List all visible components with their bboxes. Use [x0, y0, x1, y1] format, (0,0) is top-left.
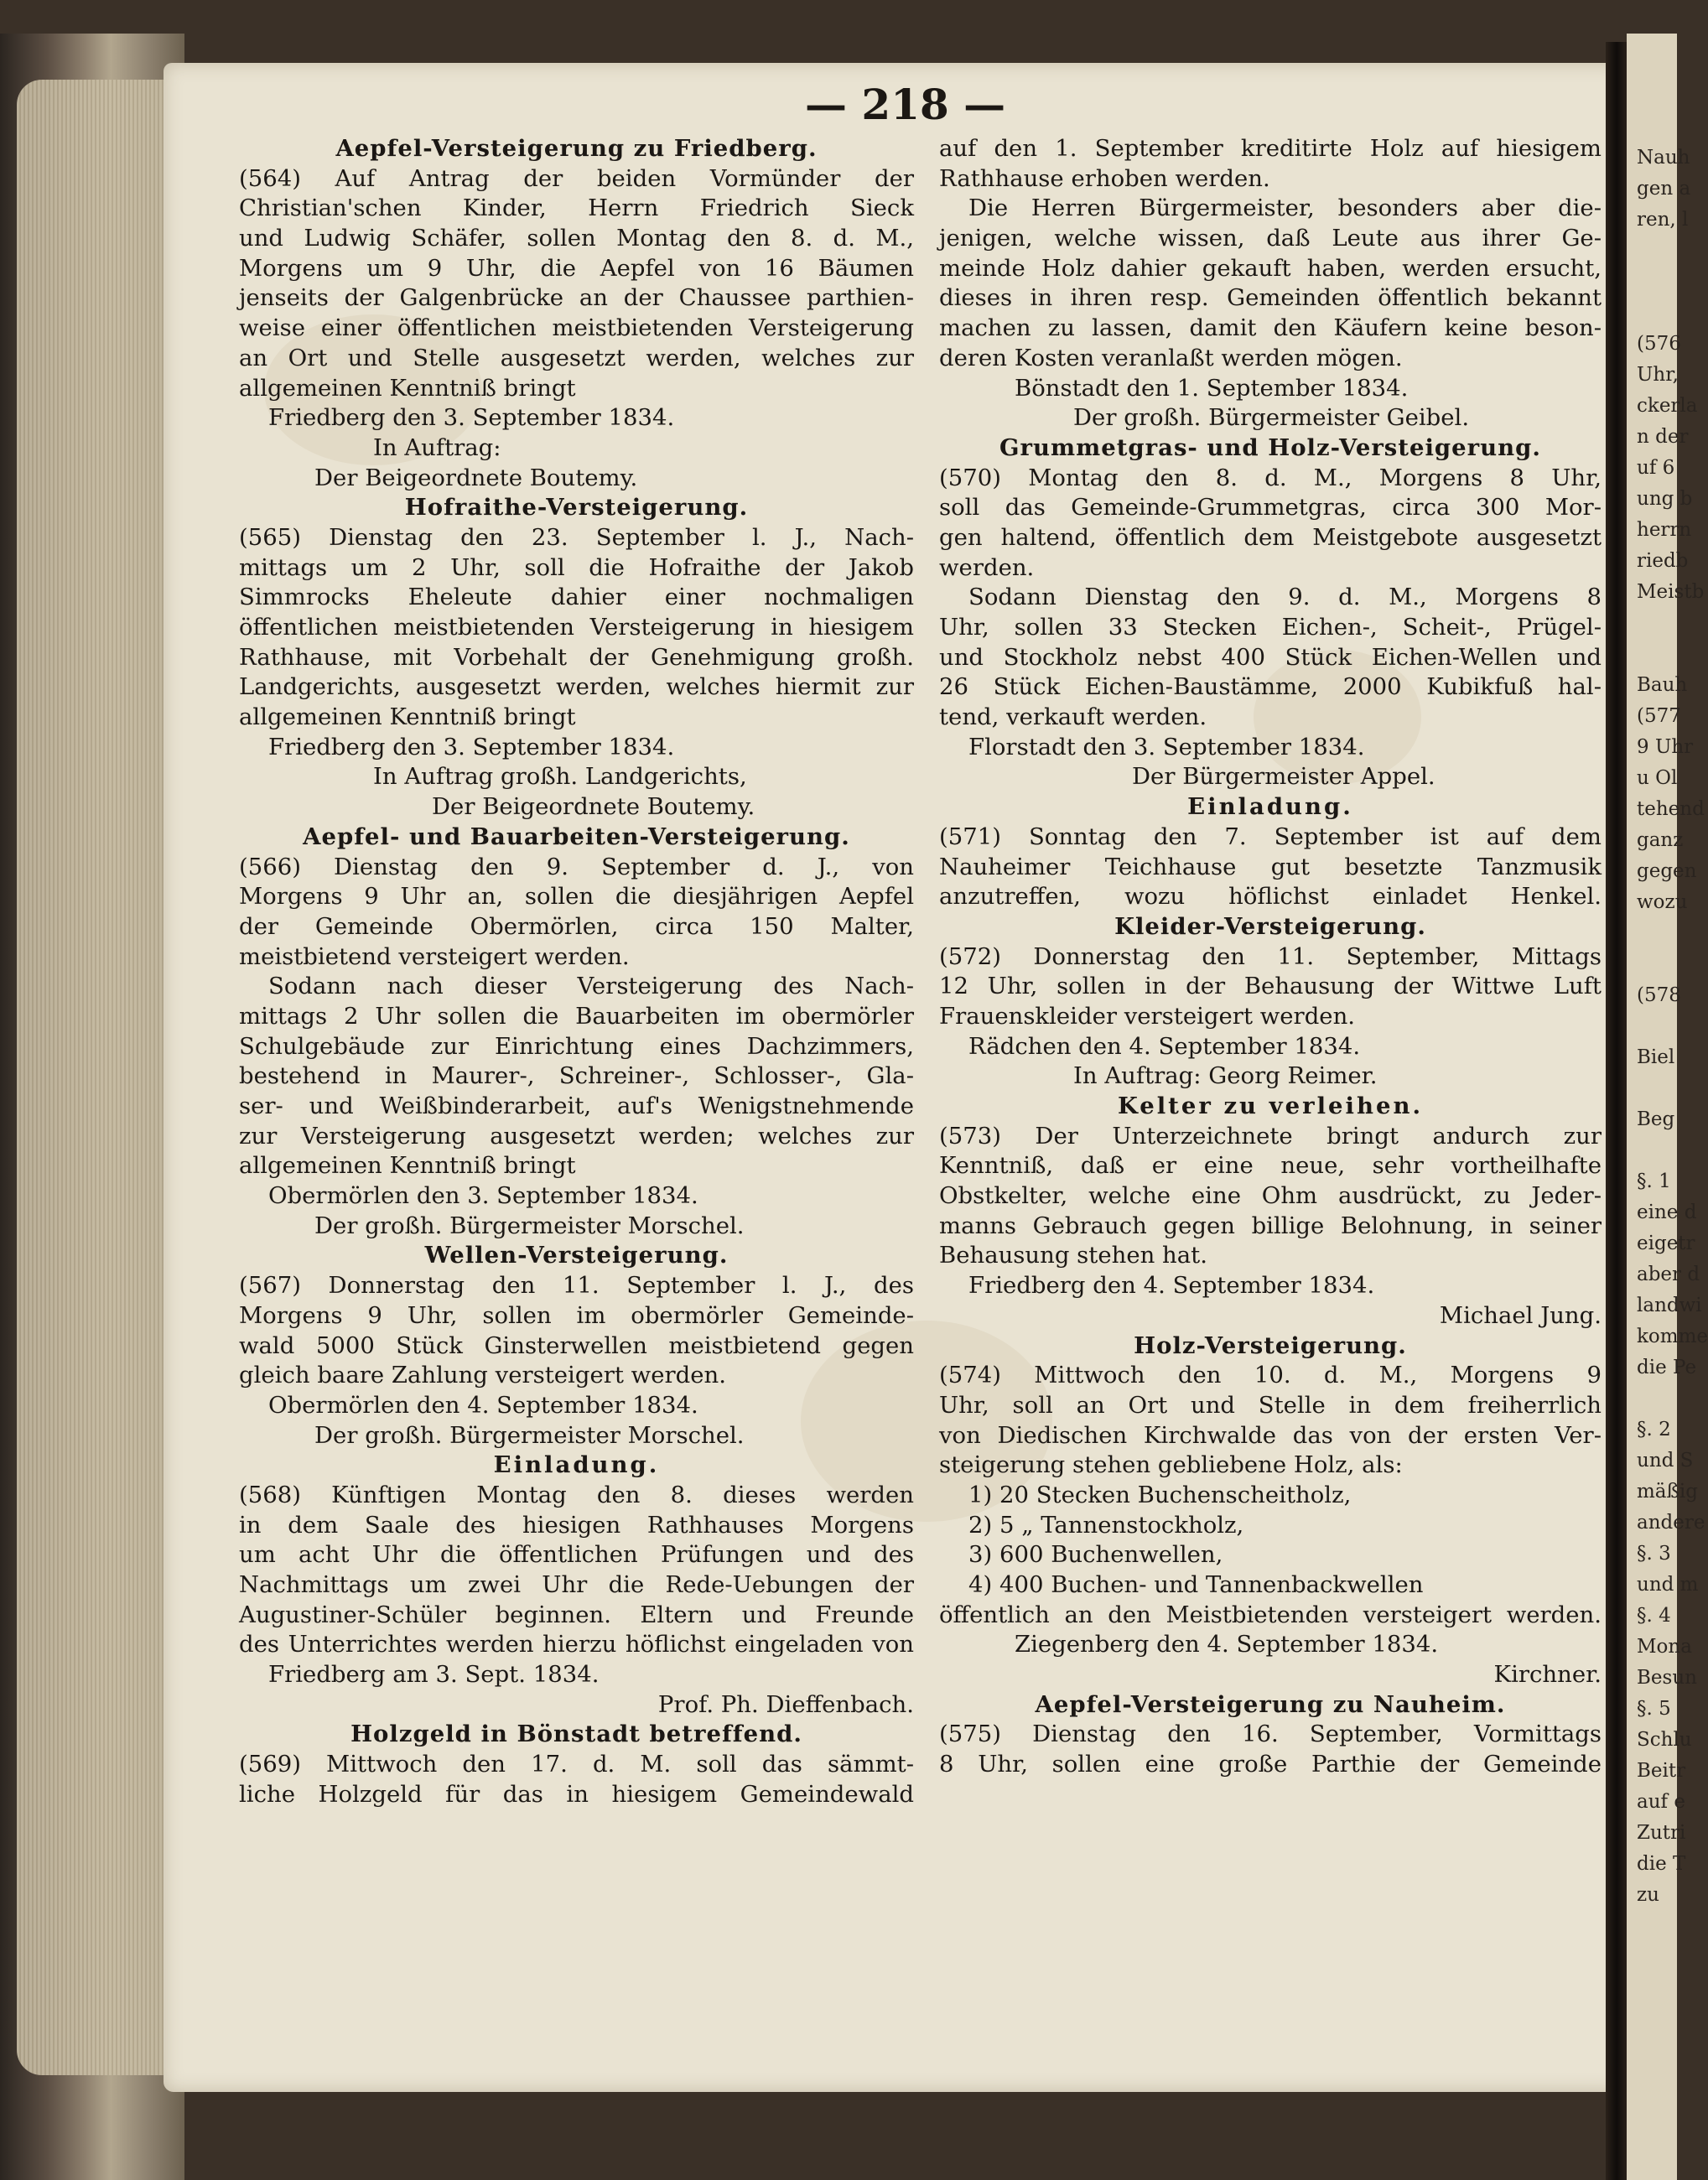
next-page-fragment-line: [1637, 1011, 1677, 1042]
text-line: liche Holzgeld für das in hiesigem Gemeindewald: [239, 1780, 914, 1808]
next-page-fragment-line: §. 1: [1637, 1170, 1671, 1192]
next-page-fragment-line: andere: [1637, 1512, 1705, 1534]
text-line: (565) Dienstag den 23. September l. J., Nach-: [239, 523, 914, 551]
next-page-fragment-line: Beitr: [1637, 1760, 1686, 1782]
text-line: 1) 20 Stecken Buchenscheitholz,: [968, 1481, 1352, 1508]
next-page-fragment-line: die Pe: [1637, 1357, 1697, 1378]
text-line: allgemeinen Kenntniß bringt: [239, 1152, 576, 1180]
text-line: Uhr, sollen 33 Stecken Eichen-, Scheit-, Prügel-: [939, 614, 1602, 641]
text-line: Michael Jung.: [1439, 1301, 1602, 1329]
text-line: anzutreffen, wozu höflichst einladet Henkel.: [939, 883, 1602, 911]
next-page-fragment-line: §. 3: [1637, 1543, 1671, 1565]
text-line: Der großh. Bürgermeister Geibel.: [1073, 404, 1470, 432]
text-line: Ziegenberg den 4. September 1834.: [1015, 1631, 1439, 1658]
notice-heading: Aepfel-Versteigerung zu Nauheim.: [1035, 1690, 1506, 1718]
text-line: (575) Dienstag den 16. September, Vormittags: [939, 1721, 1602, 1748]
next-page-fragment-line: eigetr: [1637, 1233, 1695, 1254]
next-page-fragment-line: und m: [1637, 1574, 1699, 1596]
next-page-fragment-line: n der: [1637, 426, 1689, 448]
text-line: 26 Stück Eichen-Baustämme, 2000 Kubikfuß hal-: [939, 673, 1602, 701]
text-line: Florstadt den 3. September 1834.: [968, 733, 1365, 760]
text-line: mittags 2 Uhr sollen die Bauarbeiten im obermörler: [239, 1002, 914, 1030]
text-line: gleich baare Zahlung versteigert werden.: [239, 1362, 726, 1389]
text-line: Prof. Ph. Dieffenbach.: [657, 1690, 914, 1718]
next-page-fragment-line: [1637, 639, 1677, 670]
text-line: weise einer öffentlichen meistbietenden Versteigerung: [239, 314, 914, 342]
notice-heading: Holz-Versteigerung.: [1134, 1331, 1407, 1359]
next-page-fragment-line: die T: [1637, 1853, 1686, 1875]
text-line: 8 Uhr, sollen eine große Parthie der Gemeinde: [939, 1751, 1602, 1778]
next-page-fragment-line: landwi: [1637, 1295, 1702, 1316]
text-line: Der Beigeordnete Boutemy.: [314, 464, 638, 491]
text-line: In Auftrag: Georg Reimer.: [1073, 1062, 1378, 1090]
next-page-fragment-line: §. 2: [1637, 1419, 1671, 1440]
text-line: manns Gebrauch gegen billige Belohnung, in seiner: [939, 1212, 1602, 1239]
page-gutter: [1606, 42, 1628, 2180]
text-line: und Stockholz nebst 400 Stück Eichen-Wellen und: [939, 643, 1602, 671]
text-line: (572) Donnerstag den 11. September, Mittags: [939, 942, 1602, 970]
text-line: Morgens 9 Uhr, sollen im obermörler Gemeinde-: [239, 1301, 914, 1329]
page-edges: [17, 80, 172, 2075]
text-line: machen zu lassen, damit den Käufern keine beson-: [939, 314, 1602, 342]
text-line: (573) Der Unterzeichnete bringt andurch zur: [939, 1122, 1602, 1150]
text-line: mittags um 2 Uhr, soll die Hofraithe der Jakob: [239, 553, 914, 581]
next-page-fragment-line: Meistb: [1637, 581, 1705, 603]
text-line: bestehend in Maurer-, Schreiner-, Schlosser-, Gla-: [239, 1062, 914, 1090]
text-line: Obermörlen den 3. September 1834.: [268, 1182, 698, 1210]
text-line: allgemeinen Kenntniß bringt: [239, 374, 576, 402]
notice-heading: Einladung.: [1187, 793, 1353, 821]
left-column: [239, 134, 914, 1810]
text-line: Morgens 9 Uhr an, sollen die diesjährigen Aepfel: [239, 883, 914, 911]
next-page-fragment-line: riedb: [1637, 550, 1689, 572]
text-line: jenseits der Galgenbrücke an der Chaussee parthien-: [239, 284, 914, 312]
next-page-fragment-line: ung b: [1637, 488, 1693, 510]
text-line: soll das Gemeinde-Grummetgras, circa 300 Mor-: [939, 494, 1602, 522]
text-line: Nauheimer Teichhause gut besetzte Tanzmusik: [939, 853, 1602, 880]
notice-heading: Grummetgras- und Holz-Versteigerung.: [999, 433, 1541, 461]
text-line: (569) Mittwoch den 17. d. M. soll das sämmt-: [239, 1751, 914, 1778]
text-line: (570) Montag den 8. d. M., Morgens 8 Uhr,: [939, 464, 1602, 491]
next-page-fragment-line: uf 6: [1637, 457, 1675, 479]
text-line: Sodann nach dieser Versteigerung des Nach-: [268, 973, 914, 1000]
notice-heading: Aepfel-Versteigerung zu Friedberg.: [335, 135, 818, 162]
text-line: Rädchen den 4. September 1834.: [968, 1032, 1361, 1060]
text-line: des Unterrichtes werden hierzu höflichst eingeladen von: [239, 1631, 914, 1658]
next-page-fragment-line: (577: [1637, 705, 1681, 727]
text-line: wald 5000 Stück Ginsterwellen meistbietend gegen: [239, 1331, 914, 1359]
text-line: in dem Saale des hiesigen Rathhauses Morgens: [239, 1511, 914, 1539]
text-line: (564) Auf Antrag der beiden Vormünder der: [239, 164, 914, 192]
notice-heading: Aepfel- und Bauarbeiten-Versteigerung.: [303, 823, 850, 850]
next-page-fragment-line: komme: [1637, 1326, 1708, 1347]
text-line: öffentlichen meistbietenden Versteigerung in hiesigem: [239, 614, 914, 641]
next-page-fragment-line: [1637, 949, 1677, 980]
text-line: Friedberg den 3. September 1834.: [268, 733, 675, 760]
notice-heading: Hofraithe-Versteigerung.: [404, 494, 749, 522]
next-page-fragment-line: [1637, 1073, 1677, 1104]
next-page-fragment-line: Biel: [1637, 1046, 1675, 1068]
text-line: Frauenskleider versteigert werden.: [939, 1002, 1356, 1030]
next-page-fragment-line: zu: [1637, 1884, 1659, 1906]
text-line: Der Beigeordnete Boutemy.: [432, 793, 755, 821]
page-number: — 218 —: [805, 80, 1006, 129]
text-line: Bönstadt den 1. September 1834.: [1015, 374, 1409, 402]
text-line: zur Versteigerung ausgesetzt werden; welches zur: [239, 1122, 914, 1150]
notice-heading: Kleider-Versteigerung.: [1114, 912, 1426, 940]
text-line: In Auftrag großh. Landgerichts,: [373, 763, 747, 791]
text-line: Morgens um 9 Uhr, die Aepfel von 16 Bäumen: [239, 254, 914, 282]
text-line: Kenntniß, daß er eine neue, sehr vortheilhafte: [939, 1152, 1602, 1180]
text-line: öffentlich an den Meistbietenden versteigert werden.: [939, 1601, 1602, 1628]
next-page-fragment-line: §. 5: [1637, 1698, 1671, 1720]
text-line: auf den 1. September kreditirte Holz auf hiesigem: [939, 135, 1602, 162]
text-line: In Auftrag:: [373, 433, 501, 461]
next-page-fragment-line: auf e: [1637, 1791, 1685, 1813]
next-page-fragment-line: Bauh: [1637, 674, 1688, 696]
text-line: Uhr, soll an Ort und Stelle in dem freiherrlich: [939, 1391, 1602, 1419]
text-line: ser- und Weißbinderarbeit, auf's Wenigstnehmende: [239, 1093, 914, 1119]
text-line: Der Bürgermeister Appel.: [1132, 763, 1435, 791]
text-line: Friedberg den 3. September 1834.: [268, 404, 675, 432]
next-page-fragment-line: gegen: [1637, 860, 1697, 882]
next-page-fragment-line: [1637, 298, 1677, 329]
next-page-fragment-line: ckerla: [1637, 395, 1698, 417]
text-line: dieses in ihren resp. Gemeinden öffentlich bekannt: [939, 284, 1602, 312]
text-line: Rathhause, mit Vorbehalt der Genehmigung großh.: [239, 643, 914, 671]
next-page-fragment-line: Mona: [1637, 1636, 1692, 1658]
text-line: steigerung stehen gebliebene Holz, als:: [939, 1451, 1403, 1479]
text-line: Die Herren Bürgermeister, besonders aber die-: [968, 195, 1602, 222]
text-line: meistbietend versteigert werden.: [239, 942, 630, 970]
text-line: und Ludwig Schäfer, sollen Montag den 8. d. M.,: [239, 225, 914, 252]
next-page-fragment-line: u Ol: [1637, 767, 1678, 789]
text-line: Augustiner-Schüler beginnen. Eltern und Freunde: [239, 1601, 914, 1628]
text-line: Simmrocks Eheleute dahier einer nochmaligen: [239, 584, 914, 611]
next-page-fragment-line: aber d: [1637, 1264, 1700, 1285]
next-page-fragment-line: [1637, 267, 1677, 298]
text-line: Nachmittags um zwei Uhr die Rede-Uebungen der: [239, 1571, 914, 1598]
next-page-fragment-line: tehend: [1637, 798, 1705, 820]
text-line: 2) 5 „ Tannenstockholz,: [968, 1511, 1244, 1539]
text-line: 12 Uhr, sollen in der Behausung der Wittwe Luft: [939, 973, 1602, 1000]
notice-heading: Wellen-Versteigerung.: [424, 1242, 729, 1269]
next-page-fragment-line: Nauh: [1637, 147, 1690, 169]
next-page-fragment-line: §. 4: [1637, 1605, 1671, 1627]
text-line: (571) Sonntag den 7. September ist auf dem: [939, 823, 1602, 850]
text-line: (574) Mittwoch den 10. d. M., Morgens 9: [939, 1362, 1602, 1389]
right-column: [939, 134, 1602, 1780]
text-line: der Gemeinde Obermörlen, circa 150 Malter,: [239, 912, 914, 940]
text-line: Sodann Dienstag den 9. d. M., Morgens 8: [968, 584, 1602, 611]
next-page-fragment-line: herrn: [1637, 519, 1692, 541]
text-line: gen haltend, öffentlich dem Meistgebote ausgesetzt: [939, 523, 1602, 551]
text-line: jenigen, welche wissen, daß Leute aus ihrer Ge-: [939, 225, 1602, 252]
next-page-fragment-line: ren, l: [1637, 209, 1689, 231]
text-line: Obermörlen den 4. September 1834.: [268, 1391, 698, 1419]
next-page-fragment-line: [1637, 918, 1677, 949]
next-page-fragment-line: 9 Uhr: [1637, 736, 1694, 758]
next-page-fragment-line: gen a: [1637, 178, 1691, 200]
next-page-fragment-line: eine d: [1637, 1202, 1697, 1223]
next-page-fragment-line: (578: [1637, 984, 1681, 1006]
next-page-fragment-line: Beg: [1637, 1108, 1675, 1130]
text-line: Der großh. Bürgermeister Morschel.: [314, 1212, 745, 1239]
next-page-fragment-line: mäßig: [1637, 1481, 1698, 1503]
next-page-fragment-line: und S: [1637, 1450, 1694, 1472]
text-line: werden.: [939, 553, 1035, 581]
next-page-fragment-line: wozu: [1637, 891, 1688, 913]
next-page-fragment-line: Uhr,: [1637, 364, 1679, 386]
text-line: deren Kosten veranlaßt werden mögen.: [939, 344, 1403, 371]
text-line: Der großh. Bürgermeister Morschel.: [314, 1421, 745, 1449]
next-page-fragment-line: (576: [1637, 333, 1681, 355]
text-line: Friedberg den 4. September 1834.: [968, 1272, 1375, 1300]
text-line: Obstkelter, welche eine Ohm ausdrückt, zu Jeder-: [939, 1182, 1602, 1210]
notice-heading: Kelter zu verleihen.: [1117, 1093, 1424, 1119]
text-line: Behausung stehen hat.: [939, 1242, 1207, 1269]
text-line: Kirchner.: [1493, 1661, 1602, 1689]
next-page-fragment-line: [1637, 1135, 1677, 1166]
text-line: 3) 600 Buchenwellen,: [968, 1541, 1223, 1569]
text-line: von Diedischen Kirchwalde das von der ersten Ver-: [939, 1421, 1602, 1449]
next-page-text: [1637, 143, 1708, 1911]
next-page-fragment-line: Besun: [1637, 1667, 1697, 1689]
text-line: Christian'schen Kinder, Herrn Friedrich Sieck: [239, 195, 914, 222]
text-line: (567) Donnerstag den 11. September l. J., des: [239, 1272, 914, 1300]
text-line: an Ort und Stelle ausgesetzt werden, welches zur: [239, 344, 914, 371]
text-line: (568) Künftigen Montag den 8. dieses werden: [239, 1481, 914, 1508]
notice-heading: Einladung.: [493, 1451, 660, 1479]
text-line: um acht Uhr die öffentlichen Prüfungen und des: [239, 1541, 914, 1569]
text-line: Rathhause erhoben werden.: [939, 164, 1270, 192]
text-line: Friedberg am 3. Sept. 1834.: [268, 1661, 600, 1689]
next-page-fragment: [1627, 34, 1708, 2180]
next-page-fragment-line: ganz: [1637, 829, 1684, 851]
text-line: 4) 400 Buchen- und Tannenbackwellen: [968, 1571, 1424, 1598]
notice-heading: Holzgeld in Bönstadt betreffend.: [350, 1721, 802, 1748]
text-line: tend, verkauft werden.: [939, 703, 1207, 731]
text-line: Landgerichts, ausgesetzt werden, welches hiermit zur: [239, 673, 914, 701]
next-page-fragment-line: [1637, 608, 1677, 639]
next-page-fragment-line: Schlu: [1637, 1729, 1692, 1751]
next-page-fragment-line: [1637, 236, 1677, 267]
text-line: (566) Dienstag den 9. September d. J., von: [239, 853, 914, 880]
text-line: meinde Holz dahier gekauft haben, werden ersucht,: [939, 254, 1602, 282]
next-page-fragment-line: Zutri: [1637, 1822, 1686, 1844]
text-line: allgemeinen Kenntniß bringt: [239, 703, 576, 731]
text-line: Schulgebäude zur Einrichtung eines Dachzimmers,: [239, 1032, 914, 1060]
next-page-fragment-line: [1637, 1383, 1677, 1414]
